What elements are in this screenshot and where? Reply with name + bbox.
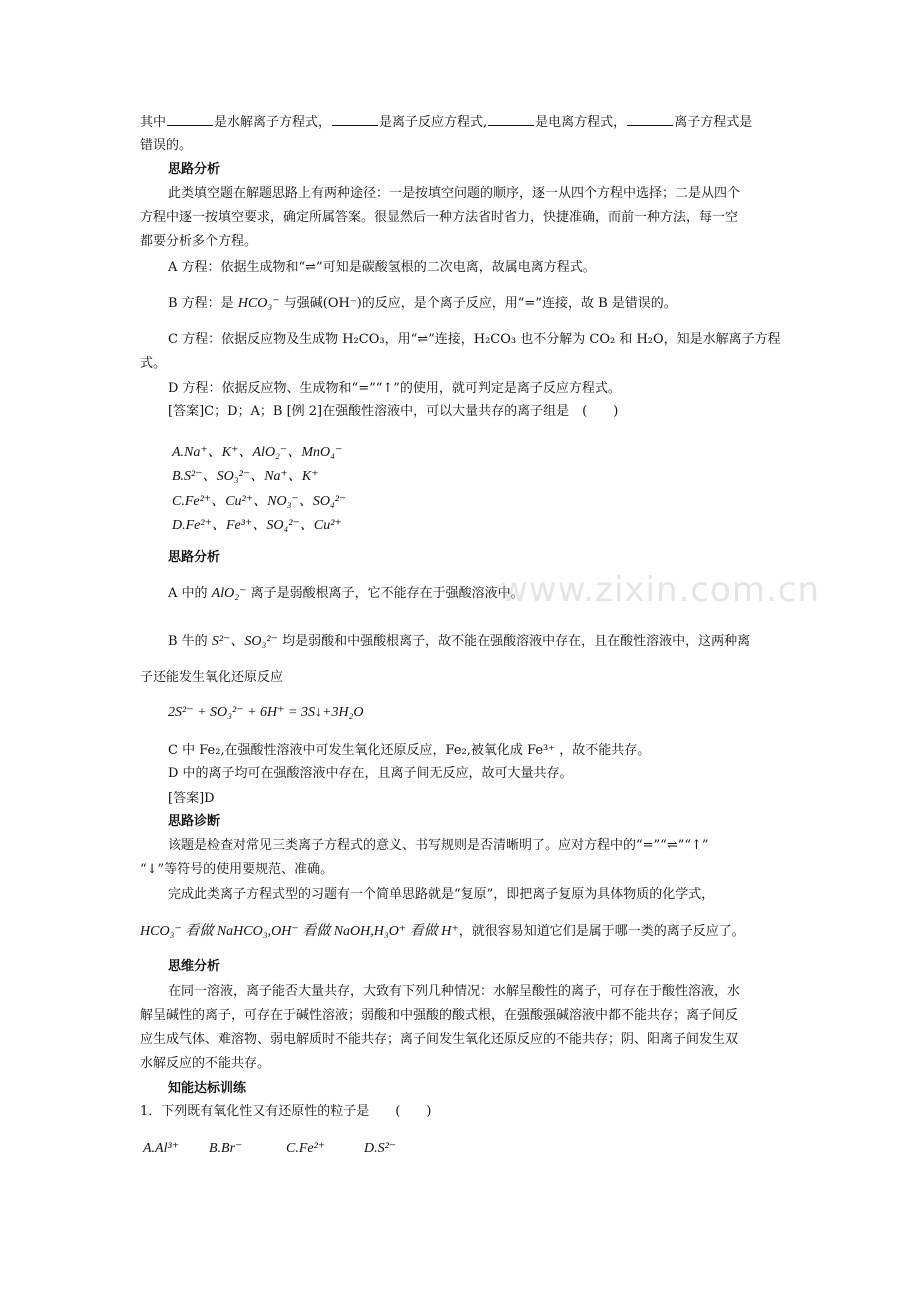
hco3-formula: HCO₃⁻ <box>237 296 280 311</box>
explain-b-1: B 牛的 S²⁻、SO₃²⁻ 均是弱酸和中强酸根离子，故不能在强酸溶液中存在，且在酸性溶液中，这两种离 <box>168 634 751 649</box>
question-1: 1．下列既有氧化性又有还原性的粒子是 ( ) <box>140 1104 432 1119</box>
para-2: 方程中逐一按填空要求，确定所属答案。很显然后一种方法省时省力，快捷准确，而前一种方法，每一空 <box>140 210 739 225</box>
option-a: A.Na⁺、K⁺、AlO₂⁻、MnO₄⁻ <box>172 445 343 460</box>
eq-b-analysis: B 方程：是 HCO₃⁻ 与强碱(OH⁻)的反应，是个离子反应，用“=”连接，故 B 是错误的。 <box>168 296 677 311</box>
heading-analysis-1: 思路分析 <box>168 162 221 177</box>
watermark: www.zixin.com.cn <box>500 570 820 610</box>
heading-thinking: 思维分析 <box>168 959 221 974</box>
blank-3[interactable] <box>488 113 534 126</box>
option-c: C.Fe²⁺、Cu²⁺、NO₃⁻、SO₄²⁻ <box>172 494 347 509</box>
q1-option-b: B.Br⁻ <box>209 1141 243 1156</box>
diag-4: HCO₃⁻ 看做 NaHCO₃,OH⁻ 看做 NaOH,H₃O⁺ 看做 H⁺，就很容易知道它们是属于哪一类的离子反应了。 <box>140 924 745 939</box>
para-1: 此类填空题在解题思路上有两种途径：一是按填空问题的顺序，逐一从四个方程中选择；二是从四个 <box>168 186 741 201</box>
option-b: B.S²⁻、SO₃²⁻、Na⁺、K⁺ <box>172 469 319 484</box>
heading-diagnosis: 思路诊断 <box>168 814 221 829</box>
answer-example-2: [答案]C；D；A；B [例 2]在强酸性溶液中，可以大量共存的离子组是 ( ) <box>168 404 619 419</box>
intro-line-1: 其中 是水解离子方程式， 是离子反应方程式, 是电离方程式， 离子方程式是 <box>140 115 753 130</box>
heading-training: 知能达标训练 <box>168 1081 247 1096</box>
q1-option-a: A.Al³⁺ <box>143 1141 180 1156</box>
option-d: D.Fe²⁺、Fe³⁺、SO₄²⁻、Cu²⁺ <box>172 518 342 533</box>
heading-analysis-2: 思路分析 <box>168 550 221 565</box>
intro-line-2: 错误的。 <box>140 138 193 153</box>
eq-a-analysis: A 方程：依据生成物和“⇌”可知是碳酸氢根的二次电离，故属电离方程式。 <box>168 260 596 275</box>
s-so3-formula: S²⁻、SO₃²⁻ <box>211 634 278 649</box>
think-1: 在同一溶液，离子能否大量共存，大致有下列几种情况：水解呈酸性的离子，可存在于酸性溶液，水 <box>168 984 741 999</box>
explain-a: A 中的 AlO₂⁻ 离子是弱酸根离子，它不能存在于强酸溶液中。 <box>168 586 524 601</box>
explain-b-2: 子还能发生氧化还原反应 <box>140 670 284 685</box>
blank-2[interactable] <box>332 113 378 126</box>
alo2-formula: AlO₂⁻ <box>211 586 247 601</box>
q1-option-c: C.Fe²⁺ <box>286 1141 326 1156</box>
eq-d-analysis: D 方程：依据反应物、生成物和“=”“↑”的使用，就可判定是离子反应方程式。 <box>168 381 621 396</box>
blank-4[interactable] <box>627 113 673 126</box>
eq-c-analysis-2: 式。 <box>140 356 167 371</box>
para-3: 都要分析多个方程。 <box>140 234 258 249</box>
think-4: 水解反应的不能共存。 <box>140 1056 271 1071</box>
think-2: 解呈碱性的离子，可存在于碱性溶液；弱酸和中强酸的酸式根，在强酸强碱溶液中都不能共存；离子间反 <box>140 1008 739 1023</box>
answer-2: [答案]D <box>168 791 215 806</box>
diag-2: “↓”等符号的使用要规范、准确。 <box>140 862 334 877</box>
diag-1: 该题是检查对常见三类离子方程式的意义、书写规则是否清晰明了。应对方程中的“=”“⇌”“↑” <box>168 838 709 853</box>
explain-c: C 中 Fe₂,在强酸性溶液中可发生氧化还原反应，Fe₂,被氧化成 Fe³⁺ ，故不能共存。 <box>168 743 651 758</box>
eq-c-analysis-1: C 方程：依据反应物及生成物 H₂CO₃，用“⇌”连接，H₂CO₃ 也不分解为 CO₂ 和 H₂O，知是水解离子方程 <box>168 332 781 347</box>
diag-3: 完成此类离子方程式型的习题有一个简单思路就是“复原”，即把离子复原为具体物质的化学式， <box>168 887 715 902</box>
explain-d: D 中的离子均可在强酸溶液中存在，且离子间无反应，故可大量共存。 <box>168 766 573 781</box>
q1-option-d: D.S²⁻ <box>364 1141 397 1156</box>
redox-equation: 2S²⁻ + SO₃²⁻ + 6H⁺ = 3S↓+3H₂O <box>168 705 364 720</box>
think-3: 应生成气体、难溶物、弱电解质时不能共存；离子间发生氧化还原反应的不能共存；阴、阳离子间发生双 <box>140 1032 739 1047</box>
blank-1[interactable] <box>167 113 213 126</box>
